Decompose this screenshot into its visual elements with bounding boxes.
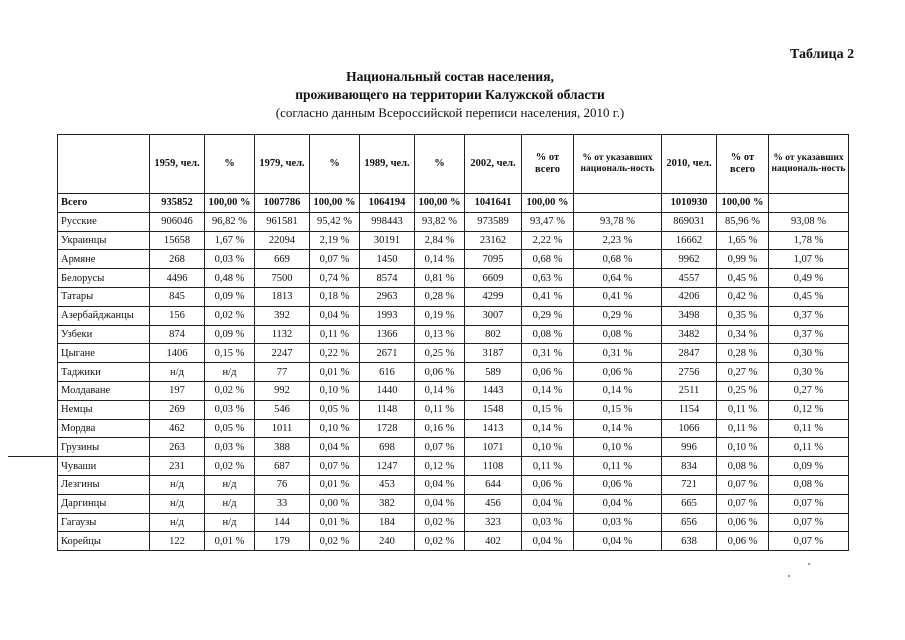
table-cell: 30191	[360, 231, 415, 250]
table-cell: 961581	[255, 212, 310, 231]
table-cell: 231	[150, 457, 205, 476]
table-cell: 240	[360, 532, 415, 551]
table-cell: 0,11 %	[415, 400, 465, 419]
table-cell: 4206	[662, 287, 717, 306]
table-cell: н/д	[205, 475, 255, 494]
table-row	[58, 532, 849, 551]
table-cell: 0,11 %	[522, 457, 574, 476]
table-cell: 0,11 %	[310, 325, 360, 344]
scan-speck	[788, 575, 790, 577]
table-cell: 0,09 %	[205, 325, 255, 344]
nationality-cell: Таджики	[58, 363, 150, 382]
table-cell: 0,45 %	[769, 287, 849, 306]
table-cell: 2247	[255, 344, 310, 363]
table-cell: 845	[150, 287, 205, 306]
table-row-total	[58, 194, 849, 213]
table-cell: 0,12 %	[769, 400, 849, 419]
nationality-cell: Всего	[58, 194, 150, 213]
table-cell: 0,07 %	[769, 494, 849, 513]
table-cell: 0,06 %	[717, 532, 769, 551]
table-cell: 1154	[662, 400, 717, 419]
table-cell: 1443	[465, 381, 522, 400]
table-cell: 0,27 %	[769, 381, 849, 400]
table-cell: 0,15 %	[522, 400, 574, 419]
table-cell: 0,08 %	[574, 325, 662, 344]
table-cell: 4557	[662, 269, 717, 288]
table-cell: 323	[465, 513, 522, 532]
table-cell: 453	[360, 475, 415, 494]
table-cell: 0,07 %	[717, 494, 769, 513]
table-row	[58, 419, 849, 438]
table-cell: 0,06 %	[574, 363, 662, 382]
table-row	[58, 457, 849, 476]
table-cell: 0,27 %	[717, 363, 769, 382]
table-cell: 0,01 %	[205, 532, 255, 551]
nationality-cell: Лезгины	[58, 475, 150, 494]
table-cell: 2,84 %	[415, 231, 465, 250]
table-cell: 0,11 %	[717, 400, 769, 419]
table-cell: 0,28 %	[415, 287, 465, 306]
table-cell: 392	[255, 306, 310, 325]
table-cell: 77	[255, 363, 310, 382]
header-cell: %	[415, 135, 465, 194]
table-cell: 1010930	[662, 194, 717, 213]
table-cell: н/д	[150, 513, 205, 532]
nationality-cell: Узбеки	[58, 325, 150, 344]
table-cell: 0,05 %	[310, 400, 360, 419]
table-body	[58, 194, 849, 551]
nationality-cell: Корейцы	[58, 532, 150, 551]
table-cell: 0,07 %	[415, 438, 465, 457]
table-cell: 973589	[465, 212, 522, 231]
table-cell: 0,11 %	[769, 419, 849, 438]
table-cell: 3498	[662, 306, 717, 325]
table-cell: 1413	[465, 419, 522, 438]
table-cell: 382	[360, 494, 415, 513]
table-cell: 8574	[360, 269, 415, 288]
nationality-cell: Азербайджанцы	[58, 306, 150, 325]
table-cell: 2,19 %	[310, 231, 360, 250]
nationality-cell: Армяне	[58, 250, 150, 269]
table-cell: 3482	[662, 325, 717, 344]
table-cell: 7095	[465, 250, 522, 269]
header-cell: 1989, чел.	[360, 135, 415, 194]
table-cell: 0,37 %	[769, 325, 849, 344]
table-cell: 0,02 %	[415, 513, 465, 532]
table-cell: 0,06 %	[522, 363, 574, 382]
table-row	[58, 287, 849, 306]
table-cell: 3007	[465, 306, 522, 325]
table-cell: 0,15 %	[574, 400, 662, 419]
table-cell: 906046	[150, 212, 205, 231]
table-cell: 156	[150, 306, 205, 325]
table-cell: 2963	[360, 287, 415, 306]
table-cell: н/д	[150, 475, 205, 494]
table-cell: 0,08 %	[717, 457, 769, 476]
table-cell: 1728	[360, 419, 415, 438]
table-cell: 2847	[662, 344, 717, 363]
table-cell: 22094	[255, 231, 310, 250]
table-cell: 0,02 %	[205, 306, 255, 325]
title-line-3: (согласно данным Всероссийской переписи населения, 2010 г.)	[275, 105, 625, 120]
table-cell: 1,07 %	[769, 250, 849, 269]
table-cell: 0,14 %	[415, 250, 465, 269]
table-row	[58, 250, 849, 269]
table-cell: 0,06 %	[717, 513, 769, 532]
table-cell: 698	[360, 438, 415, 457]
table-cell: 1406	[150, 344, 205, 363]
table-cell: 1247	[360, 457, 415, 476]
table-cell: 0,35 %	[717, 306, 769, 325]
table-cell: 1450	[360, 250, 415, 269]
table-cell: 2,23 %	[574, 231, 662, 250]
table-cell: 0,07 %	[310, 250, 360, 269]
table-cell: 4299	[465, 287, 522, 306]
table-cell: 546	[255, 400, 310, 419]
table-cell: 0,11 %	[574, 457, 662, 476]
table-cell: 0,09 %	[205, 287, 255, 306]
table-cell: 0,45 %	[717, 269, 769, 288]
table-cell: 0,10 %	[522, 438, 574, 457]
nationality-cell: Русские	[58, 212, 150, 231]
table-cell: н/д	[205, 363, 255, 382]
nationality-cell: Цыгане	[58, 344, 150, 363]
table-cell: 0,06 %	[574, 475, 662, 494]
table-cell: 665	[662, 494, 717, 513]
table-cell: 1366	[360, 325, 415, 344]
table-cell: 388	[255, 438, 310, 457]
header-cell	[58, 135, 150, 194]
table-cell: 122	[150, 532, 205, 551]
table-cell: 721	[662, 475, 717, 494]
table-cell: 0,13 %	[415, 325, 465, 344]
title-line-2: проживающего на территории Калужской области	[295, 87, 605, 102]
table-cell: 184	[360, 513, 415, 532]
table-cell: 9962	[662, 250, 717, 269]
table-cell: 0,19 %	[415, 306, 465, 325]
table-cell: 16662	[662, 231, 717, 250]
table-cell: 0,68 %	[522, 250, 574, 269]
table-cell: 93,47 %	[522, 212, 574, 231]
table-cell: 2,22 %	[522, 231, 574, 250]
table-cell: 0,49 %	[769, 269, 849, 288]
table-cell: 1064194	[360, 194, 415, 213]
table-cell: 0,02 %	[310, 532, 360, 551]
table-cell: 268	[150, 250, 205, 269]
nationality-cell: Грузины	[58, 438, 150, 457]
table-cell: 1108	[465, 457, 522, 476]
table-number-label: Таблица 2	[790, 47, 855, 62]
table-cell: 589	[465, 363, 522, 382]
table-row	[58, 269, 849, 288]
table-cell: 93,82 %	[415, 212, 465, 231]
table-cell: 1011	[255, 419, 310, 438]
table-cell: 0,01 %	[310, 475, 360, 494]
table-cell: 998443	[360, 212, 415, 231]
table-cell: 0,04 %	[574, 494, 662, 513]
table-cell: 23162	[465, 231, 522, 250]
table-cell: 0,31 %	[574, 344, 662, 363]
table-cell: 992	[255, 381, 310, 400]
table-cell: 33	[255, 494, 310, 513]
header-cell: 1979, чел.	[255, 135, 310, 194]
table-cell: 93,78 %	[574, 212, 662, 231]
table-cell: 0,05 %	[205, 419, 255, 438]
table-cell: 0,11 %	[717, 419, 769, 438]
table-cell: 1,65 %	[717, 231, 769, 250]
table-cell: 0,03 %	[522, 513, 574, 532]
table-cell: 1071	[465, 438, 522, 457]
table-cell: 0,02 %	[205, 381, 255, 400]
pen-stroke-mark	[8, 456, 120, 457]
table-cell: 0,11 %	[769, 438, 849, 457]
table-cell: 95,42 %	[310, 212, 360, 231]
table-cell: 1,78 %	[769, 231, 849, 250]
table-cell: 935852	[150, 194, 205, 213]
table-cell: 0,07 %	[717, 475, 769, 494]
nationality-cell: Украинцы	[58, 231, 150, 250]
table-cell: 1993	[360, 306, 415, 325]
table-cell: 656	[662, 513, 717, 532]
table-cell: н/д	[150, 494, 205, 513]
table-cell: 0,10 %	[717, 438, 769, 457]
table-cell: 0,06 %	[522, 475, 574, 494]
table-cell: 0,04 %	[310, 306, 360, 325]
table-cell: 0,14 %	[522, 381, 574, 400]
table-cell: 179	[255, 532, 310, 551]
nationality-cell: Мордва	[58, 419, 150, 438]
table-cell: 802	[465, 325, 522, 344]
table-cell: 100,00 %	[522, 194, 574, 213]
table-cell: 0,48 %	[205, 269, 255, 288]
header-cell: %	[310, 135, 360, 194]
table-cell: 144	[255, 513, 310, 532]
table-cell	[769, 194, 849, 213]
table-cell: 100,00 %	[415, 194, 465, 213]
table-cell: 1148	[360, 400, 415, 419]
table-row	[58, 306, 849, 325]
header-cell: 2010, чел.	[662, 135, 717, 194]
table-row	[58, 381, 849, 400]
nationality-cell: Даргинцы	[58, 494, 150, 513]
table-cell: 456	[465, 494, 522, 513]
table-cell: 100,00 %	[310, 194, 360, 213]
table-cell: 0,08 %	[522, 325, 574, 344]
header-cell: % от всего	[522, 135, 574, 194]
table-cell: н/д	[150, 363, 205, 382]
table-cell: 0,02 %	[205, 457, 255, 476]
table-cell: 2756	[662, 363, 717, 382]
table-cell: 100,00 %	[205, 194, 255, 213]
table-cell: 0,16 %	[415, 419, 465, 438]
table-row	[58, 325, 849, 344]
table-cell: 0,14 %	[415, 381, 465, 400]
nationality-cell: Гагаузы	[58, 513, 150, 532]
scan-speck	[808, 563, 810, 565]
table-cell: 0,25 %	[717, 381, 769, 400]
table-cell: 462	[150, 419, 205, 438]
table-cell: 0,07 %	[769, 513, 849, 532]
table-cell: 0,08 %	[769, 475, 849, 494]
table-cell: 0,03 %	[205, 400, 255, 419]
table-cell: 1440	[360, 381, 415, 400]
table-cell: 687	[255, 457, 310, 476]
table-row	[58, 494, 849, 513]
table-cell: 0,07 %	[769, 532, 849, 551]
table-row	[58, 475, 849, 494]
table-cell: 0,14 %	[574, 419, 662, 438]
table-cell: 0,22 %	[310, 344, 360, 363]
table-cell: 0,04 %	[522, 532, 574, 551]
table-cell: 1132	[255, 325, 310, 344]
table-cell: 0,04 %	[415, 475, 465, 494]
table-cell: 0,10 %	[310, 381, 360, 400]
nationality-cell: Чуваши	[58, 457, 150, 476]
table-cell: 4496	[150, 269, 205, 288]
nationality-cell: Белорусы	[58, 269, 150, 288]
table-cell: 874	[150, 325, 205, 344]
table-cell: 638	[662, 532, 717, 551]
table-cell: 0,41 %	[522, 287, 574, 306]
table-cell: 0,04 %	[574, 532, 662, 551]
table-cell: 2511	[662, 381, 717, 400]
header-cell: 2002, чел.	[465, 135, 522, 194]
table-cell: 0,15 %	[205, 344, 255, 363]
table-cell: 1066	[662, 419, 717, 438]
table-cell: 0,00 %	[310, 494, 360, 513]
table-cell: 0,10 %	[574, 438, 662, 457]
table-cell: 269	[150, 400, 205, 419]
table-cell: 1548	[465, 400, 522, 419]
table-cell: 0,37 %	[769, 306, 849, 325]
header-cell: % от всего	[717, 135, 769, 194]
table-row	[58, 438, 849, 457]
table-cell: 76	[255, 475, 310, 494]
table-cell: 0,81 %	[415, 269, 465, 288]
table-cell: 0,10 %	[310, 419, 360, 438]
table-row	[58, 212, 849, 231]
table-cell: н/д	[205, 494, 255, 513]
nationality-cell: Татары	[58, 287, 150, 306]
table-cell: 0,12 %	[415, 457, 465, 476]
table-cell	[574, 194, 662, 213]
title-line-1: Национальный состав населения,	[346, 69, 554, 84]
table-cell: 0,29 %	[522, 306, 574, 325]
table-cell: 402	[465, 532, 522, 551]
table-cell: 644	[465, 475, 522, 494]
document-title	[200, 68, 700, 122]
table-cell: 0,04 %	[310, 438, 360, 457]
table-cell: 0,30 %	[769, 363, 849, 382]
table-row	[58, 513, 849, 532]
table-cell: 3187	[465, 344, 522, 363]
table-cell: 834	[662, 457, 717, 476]
table-cell: 0,42 %	[717, 287, 769, 306]
table-row	[58, 344, 849, 363]
table-cell: 0,41 %	[574, 287, 662, 306]
table-cell: 6609	[465, 269, 522, 288]
table-cell: 1007786	[255, 194, 310, 213]
header-cell: %	[205, 135, 255, 194]
table-cell: н/д	[205, 513, 255, 532]
table-cell: 0,03 %	[205, 438, 255, 457]
table-cell: 0,04 %	[415, 494, 465, 513]
nationality-cell: Немцы	[58, 400, 150, 419]
table-cell: 0,18 %	[310, 287, 360, 306]
table-cell: 1,67 %	[205, 231, 255, 250]
table-cell: 197	[150, 381, 205, 400]
table-cell: 0,01 %	[310, 363, 360, 382]
table-cell: 0,14 %	[574, 381, 662, 400]
table-row	[58, 400, 849, 419]
table-cell: 0,64 %	[574, 269, 662, 288]
table-cell: 15658	[150, 231, 205, 250]
table-row	[58, 231, 849, 250]
table-cell: 0,06 %	[415, 363, 465, 382]
table-cell: 0,09 %	[769, 457, 849, 476]
table-cell: 0,02 %	[415, 532, 465, 551]
table-cell: 0,30 %	[769, 344, 849, 363]
table-cell: 0,99 %	[717, 250, 769, 269]
table-cell: 0,07 %	[310, 457, 360, 476]
census-table	[57, 134, 849, 551]
table-cell: 996	[662, 438, 717, 457]
table-cell: 0,04 %	[522, 494, 574, 513]
table-cell: 0,28 %	[717, 344, 769, 363]
table-cell: 0,31 %	[522, 344, 574, 363]
header-cell: 1959, чел.	[150, 135, 205, 194]
table-cell: 1041641	[465, 194, 522, 213]
table-cell: 0,34 %	[717, 325, 769, 344]
table-cell: 0,01 %	[310, 513, 360, 532]
table-cell: 0,25 %	[415, 344, 465, 363]
nationality-cell: Молдаване	[58, 381, 150, 400]
table-cell: 85,96 %	[717, 212, 769, 231]
table-cell: 0,03 %	[205, 250, 255, 269]
table-cell: 263	[150, 438, 205, 457]
table-cell: 96,82 %	[205, 212, 255, 231]
table-cell: 0,74 %	[310, 269, 360, 288]
table-cell: 100,00 %	[717, 194, 769, 213]
table-cell: 2671	[360, 344, 415, 363]
table-cell: 869031	[662, 212, 717, 231]
header-cell: % от указавших националь-ность	[769, 135, 849, 194]
table-row	[58, 363, 849, 382]
table-cell: 7500	[255, 269, 310, 288]
table-cell: 0,03 %	[574, 513, 662, 532]
table-cell: 0,14 %	[522, 419, 574, 438]
table-cell: 0,63 %	[522, 269, 574, 288]
table-cell: 669	[255, 250, 310, 269]
table-cell: 616	[360, 363, 415, 382]
header-cell: % от указавших националь-ность	[574, 135, 662, 194]
table-cell: 93,08 %	[769, 212, 849, 231]
table-cell: 0,68 %	[574, 250, 662, 269]
table-cell: 0,29 %	[574, 306, 662, 325]
table-header-row	[58, 135, 849, 194]
table-cell: 1813	[255, 287, 310, 306]
